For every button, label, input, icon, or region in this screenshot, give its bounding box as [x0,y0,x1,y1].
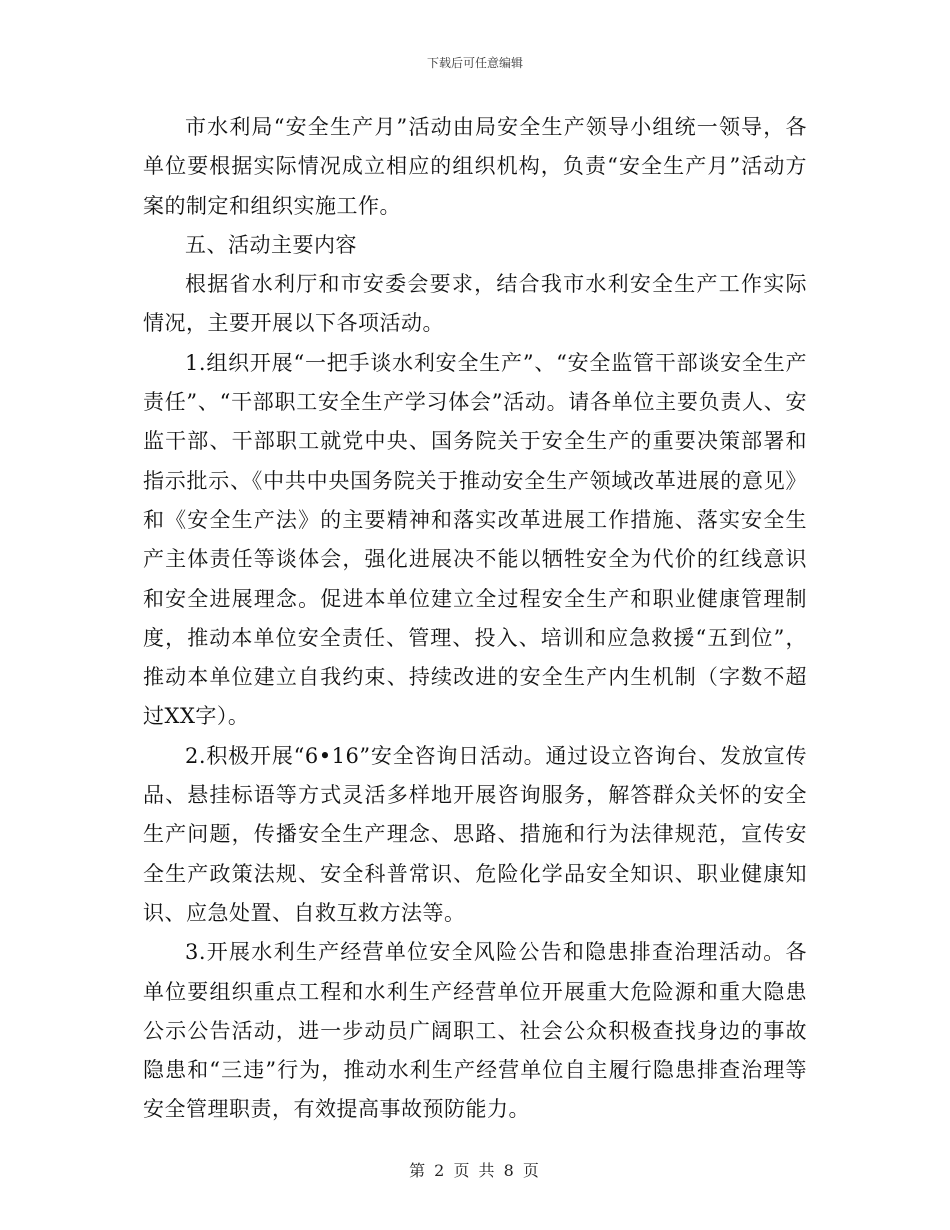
header-note: 下载后可任意编辑 [426,56,523,70]
section-heading-activities: 五、活动主要内容 [185,232,357,257]
paragraph-item-2: 2.积极开展“6•16”安全咨询日活动。通过设立咨询台、发放宣传品、悬挂标语等方式灵活多样地开展咨询服务，解答群众关怀的安全生产问题，传播安全生产理念、思路、措施和行为法律规范，宣传安全生产政策法规、安全科普常识、危险化学品安全知识、职业健康知识、应急处置、自救互救方法等。 [143,743,807,925]
paragraph-item-3: 3.开展水利生产经营单位安全风险公告和隐患排查治理活动。各单位要组织重点工程和水利生产经营单位开展重大危险源和重大隐患公示公告活动，进一步动员广阔职工、社会公众积极查找身边的事故隐患和“三违”行为，推动水利生产经营单位自主履行隐患排查治理等安全管理职责，有效提高事故预防能力。 [143,940,807,1122]
paragraph-item-1: 1.组织开展“一把手谈水利安全生产”、“安全监管干部谈安全生产责任”、“干部职工安全生产学习体会”活动。请各单位主要负责人、安监干部、干部职工就党中央、国务院关于安全生产的重要决策部署和指示批示、《中共中央国务院关于推动安全生产领域改革进展的意见》和《安全生产法》的主要精神和落实改革进展工作措施、落实安全生产主体责任等谈体会，强化进展决不能以牺牲安全为代价的红线意识和安全进展理念。促进本单位建立全过程安全生产和职业健康管理制度，推动本单位安全责任、管理、投入、培训和应急救援“五到位”，推动本单位建立自我约束、持续改进的安全生产内生机制（字数不超过XX字）。 [143,350,807,729]
document-body [143,108,807,1130]
paragraph-organization: 市水利局“安全生产月”活动由局安全生产领导小组统一领导，各单位要根据实际情况成立相应的组织机构，负责“安全生产月”活动方案的制定和组织实施工作。 [143,115,807,218]
paragraph-intro: 根据省水利厅和市安委会要求，结合我市水利安全生产工作实际情况，主要开展以下各项活动。 [143,272,807,336]
page-number: 第 2 页 共 8 页 [409,1161,541,1180]
